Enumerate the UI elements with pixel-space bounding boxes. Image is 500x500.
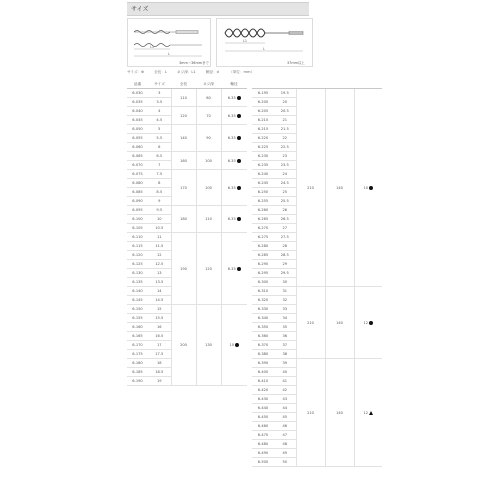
part-number: 6-155 [127, 314, 148, 323]
size-value: 32 [274, 296, 296, 305]
part-number: 6-460 [252, 422, 274, 431]
size-value: 40 [274, 368, 296, 377]
auger-bit-drawing-small [128, 19, 210, 66]
length-value: 210 [296, 287, 325, 359]
size-value: 6 [148, 143, 171, 152]
size-value: 3.5 [148, 98, 171, 107]
size-value: 15 [148, 305, 171, 314]
shank-cell [221, 305, 247, 386]
size-value: 44 [274, 404, 296, 413]
table-header-row [252, 80, 382, 89]
part-number: 6-140 [127, 287, 148, 296]
size-value: 9 [148, 197, 171, 206]
part-number: 6-085 [127, 188, 148, 197]
part-number: 6-090 [127, 197, 148, 206]
part-number: 6-470 [252, 431, 274, 440]
depth-value: 70 [196, 107, 221, 125]
part-number: 6-400 [252, 368, 274, 377]
size-value: 14 [148, 287, 171, 296]
dot-mark-icon [237, 114, 241, 118]
table-row [127, 170, 247, 179]
part-number: 6-130 [127, 269, 148, 278]
size-value: 4 [148, 107, 171, 116]
size-value: 30 [274, 278, 296, 287]
depth-value: 130 [196, 305, 221, 386]
size-value: 27.5 [274, 233, 296, 242]
size-value: 8.5 [148, 188, 171, 197]
dot-mark-icon [235, 343, 239, 347]
part-number: 6-370 [252, 341, 274, 350]
part-number: 6-270 [252, 224, 274, 233]
length-value: 160 [171, 152, 196, 170]
shank-cell [221, 107, 247, 125]
size-value: 31 [274, 287, 296, 296]
length-value: 210 [296, 359, 325, 467]
part-number: 6-070 [127, 161, 148, 170]
size-value: 46 [274, 422, 296, 431]
part-number: 6-320 [252, 296, 274, 305]
header-shank: 軸径 [221, 80, 247, 89]
part-number: 6-165 [127, 332, 148, 341]
size-value: 16 [148, 323, 171, 332]
shank-value: 6.35 [227, 266, 236, 271]
size-value: 47 [274, 431, 296, 440]
length-value: 200 [171, 305, 196, 386]
triangle-mark-icon [369, 411, 373, 415]
shank-cell [221, 152, 247, 170]
size-value: 19.5 [274, 89, 296, 98]
shank-cell [354, 359, 382, 467]
size-value: 49 [274, 449, 296, 458]
length-value: 140 [171, 125, 196, 152]
size-value: 28 [274, 242, 296, 251]
table-row [127, 233, 247, 242]
size-value: 14.5 [148, 296, 171, 305]
size-value: 7 [148, 161, 171, 170]
table-row [127, 125, 247, 134]
size-value: 35 [274, 323, 296, 332]
part-number: 6-350 [252, 323, 274, 332]
part-number: 6-060 [127, 143, 148, 152]
note-size: サイズ：Φ [127, 70, 144, 74]
size-value: 43 [274, 395, 296, 404]
size-value: 38 [274, 350, 296, 359]
size-value: 29.5 [274, 269, 296, 278]
part-number: 6-210 [252, 116, 274, 125]
size-value: 34 [274, 314, 296, 323]
table-header-row [127, 80, 247, 89]
part-number: 6-050 [127, 125, 148, 134]
depth-value: 100 [196, 152, 221, 170]
drill-diagram-large [216, 18, 313, 67]
size-value: 21 [274, 116, 296, 125]
size-value: 5.5 [148, 134, 171, 143]
size-value: 15.5 [148, 314, 171, 323]
part-number: 6-245 [252, 179, 274, 188]
note-shank: 軸径：d [205, 70, 219, 74]
label-l1-large: L1 [243, 39, 248, 43]
part-number: 6-255 [252, 197, 274, 206]
size-value: 45 [274, 413, 296, 422]
part-number: 6-440 [252, 404, 274, 413]
dot-mark-icon [369, 186, 373, 190]
size-value: 12 [148, 251, 171, 260]
size-value: 10 [148, 215, 171, 224]
part-number: 6-430 [252, 395, 274, 404]
size-value: 23 [274, 152, 296, 161]
part-number: 6-265 [252, 215, 274, 224]
size-value: 50 [274, 458, 296, 467]
size-value: 10.5 [148, 224, 171, 233]
part-number: 6-230 [252, 152, 274, 161]
size-value: 42 [274, 386, 296, 395]
length-value: 110 [171, 89, 196, 107]
part-number: 6-300 [252, 278, 274, 287]
size-value: 16.5 [148, 332, 171, 341]
size-value: 17 [148, 341, 171, 350]
size-value: 20.5 [274, 107, 296, 116]
table-row [127, 305, 247, 314]
table-row [127, 206, 247, 215]
shank-value: 10 [363, 185, 369, 190]
table-row [252, 287, 382, 296]
part-number: 6-290 [252, 260, 274, 269]
part-number: 6-125 [127, 260, 148, 269]
part-number: 6-490 [252, 449, 274, 458]
part-number: 6-410 [252, 377, 274, 386]
size-value: 11.5 [148, 242, 171, 251]
dimension-notes [127, 70, 263, 75]
table-row [252, 359, 382, 368]
depth-value: 110 [196, 206, 221, 233]
length-value: 120 [171, 107, 196, 125]
dot-mark-icon [369, 321, 373, 325]
size-value: 9.5 [148, 206, 171, 215]
shank-cell [221, 170, 247, 206]
note-length: 全長：L [154, 70, 167, 74]
header-depth: ネジ深 [196, 80, 221, 89]
size-value: 6.5 [148, 152, 171, 161]
shank-cell [221, 233, 247, 305]
part-number: 6-260 [252, 206, 274, 215]
caption-large: 37mm以上 [287, 61, 305, 65]
part-number: 6-215 [252, 125, 274, 134]
size-value: 41 [274, 377, 296, 386]
spec-table-left [127, 80, 247, 386]
size-value: 20 [274, 98, 296, 107]
part-number: 6-035 [127, 98, 148, 107]
shank-value: 6.35 [227, 113, 236, 118]
size-value: 26 [274, 206, 296, 215]
size-value: 26.5 [274, 215, 296, 224]
part-number: 6-180 [127, 359, 148, 368]
size-value: 27 [274, 224, 296, 233]
part-number: 6-330 [252, 305, 274, 314]
size-value: 28.5 [274, 251, 296, 260]
table-row [127, 107, 247, 116]
part-number: 6-075 [127, 170, 148, 179]
shank-cell [221, 206, 247, 233]
label-l-small: L [168, 52, 170, 56]
size-value: 48 [274, 440, 296, 449]
size-value: 8 [148, 179, 171, 188]
shank-value: 6.35 [227, 95, 236, 100]
depth-value: 140 [325, 287, 354, 359]
part-number: 6-295 [252, 269, 274, 278]
shank-cell [354, 89, 382, 287]
part-number: 6-220 [252, 134, 274, 143]
depth-value: 90 [196, 125, 221, 152]
size-value: 17.5 [148, 350, 171, 359]
part-number: 6-420 [252, 386, 274, 395]
size-value: 37 [274, 341, 296, 350]
part-number: 6-110 [127, 233, 148, 242]
size-value: 33 [274, 305, 296, 314]
part-number: 6-115 [127, 242, 148, 251]
length-value: 190 [171, 233, 196, 305]
table-row [252, 89, 382, 98]
header-length: 全長 [171, 80, 196, 89]
size-value: 4.5 [148, 116, 171, 125]
dot-mark-icon [237, 186, 241, 190]
depth-value: 60 [196, 89, 221, 107]
shank-value: 6.35 [227, 185, 236, 190]
dot-mark-icon [237, 267, 241, 271]
part-number: 6-280 [252, 242, 274, 251]
shank-value: 6.35 [227, 136, 236, 140]
length-value: 170 [171, 170, 196, 206]
table-row [127, 89, 247, 98]
depth-value: 120 [196, 233, 221, 305]
part-number: 6-275 [252, 233, 274, 242]
part-number: 6-185 [127, 368, 148, 377]
note-depth: ネジ深：L1 [177, 70, 196, 74]
size-value: 24.5 [274, 179, 296, 188]
header-size: サイズ [148, 80, 171, 89]
spec-table-right [252, 80, 382, 467]
part-number: 6-065 [127, 152, 148, 161]
part-number: 6-340 [252, 314, 274, 323]
label-l-large: L [263, 47, 265, 51]
dot-mark-icon [237, 159, 241, 163]
part-number: 6-250 [252, 188, 274, 197]
part-number: 6-360 [252, 332, 274, 341]
shank-cell [221, 125, 247, 152]
part-number: 6-205 [252, 107, 274, 116]
part-number: 6-200 [252, 98, 274, 107]
part-number: 6-390 [252, 359, 274, 368]
depth-value: 100 [196, 170, 221, 206]
part-number: 6-175 [127, 350, 148, 359]
note-unit: （単位：mm） [229, 70, 255, 74]
size-value: 21.5 [274, 125, 296, 134]
size-value: 39 [274, 359, 296, 368]
shank-cell [354, 287, 382, 359]
size-value: 13.5 [148, 278, 171, 287]
size-value: 29 [274, 260, 296, 269]
size-value: 25 [274, 188, 296, 197]
size-value: 5 [148, 125, 171, 134]
section-header [127, 2, 309, 16]
size-value: 18.5 [148, 368, 171, 377]
length-value: 210 [296, 89, 325, 287]
drill-diagram-small [127, 18, 211, 67]
shank-value: 6.35 [227, 158, 236, 163]
part-number: 6-450 [252, 413, 274, 422]
shank-value: 12 [363, 410, 369, 415]
size-value: 18 [148, 359, 171, 368]
part-number: 6-040 [127, 107, 148, 116]
size-value: 36 [274, 332, 296, 341]
size-value: 12.5 [148, 260, 171, 269]
size-value: 19 [148, 377, 171, 386]
part-number: 6-190 [127, 377, 148, 386]
part-number: 6-045 [127, 116, 148, 125]
part-number: 6-235 [252, 161, 274, 170]
part-number: 6-225 [252, 143, 274, 152]
size-value: 22.5 [274, 143, 296, 152]
caption-small: 3mm〜36mmまで [179, 61, 209, 65]
auger-bit-drawing-large [217, 19, 312, 66]
size-value: 24 [274, 170, 296, 179]
size-value: 11 [148, 233, 171, 242]
size-value: 23.5 [274, 161, 296, 170]
depth-value: 140 [325, 89, 354, 287]
part-number: 6-195 [252, 89, 274, 98]
part-number: 6-380 [252, 350, 274, 359]
part-number: 6-145 [127, 296, 148, 305]
length-value: 180 [171, 206, 196, 233]
dot-mark-icon [237, 217, 241, 221]
part-number: 6-080 [127, 179, 148, 188]
dot-mark-icon [237, 136, 241, 140]
dot-mark-icon [237, 96, 241, 100]
size-value: 7.5 [148, 170, 171, 179]
part-number: 6-500 [252, 458, 274, 467]
part-number: 6-310 [252, 287, 274, 296]
size-value: 3 [148, 89, 171, 98]
shank-value: 10 [229, 343, 235, 347]
part-number: 6-100 [127, 215, 148, 224]
part-number: 6-030 [127, 89, 148, 98]
depth-value: 140 [325, 359, 354, 467]
part-number: 6-240 [252, 170, 274, 179]
size-value: 13 [148, 269, 171, 278]
part-number: 6-285 [252, 251, 274, 260]
section-title: サイズ [131, 6, 149, 13]
part-number: 6-170 [127, 341, 148, 350]
table-row [127, 152, 247, 161]
shank-value: 12 [363, 320, 369, 325]
part-number: 6-095 [127, 206, 148, 215]
header-part-number: 品番 [127, 80, 148, 89]
part-number: 6-105 [127, 224, 148, 233]
part-number: 6-480 [252, 440, 274, 449]
label-l1-small: L1 [150, 45, 155, 49]
part-number: 6-135 [127, 278, 148, 287]
part-number: 6-055 [127, 134, 148, 143]
shank-cell [221, 89, 247, 107]
part-number: 6-120 [127, 251, 148, 260]
size-value: 25.5 [274, 197, 296, 206]
shank-value: 6.35 [227, 217, 236, 221]
part-number: 6-150 [127, 305, 148, 314]
size-value: 22 [274, 134, 296, 143]
part-number: 6-160 [127, 323, 148, 332]
